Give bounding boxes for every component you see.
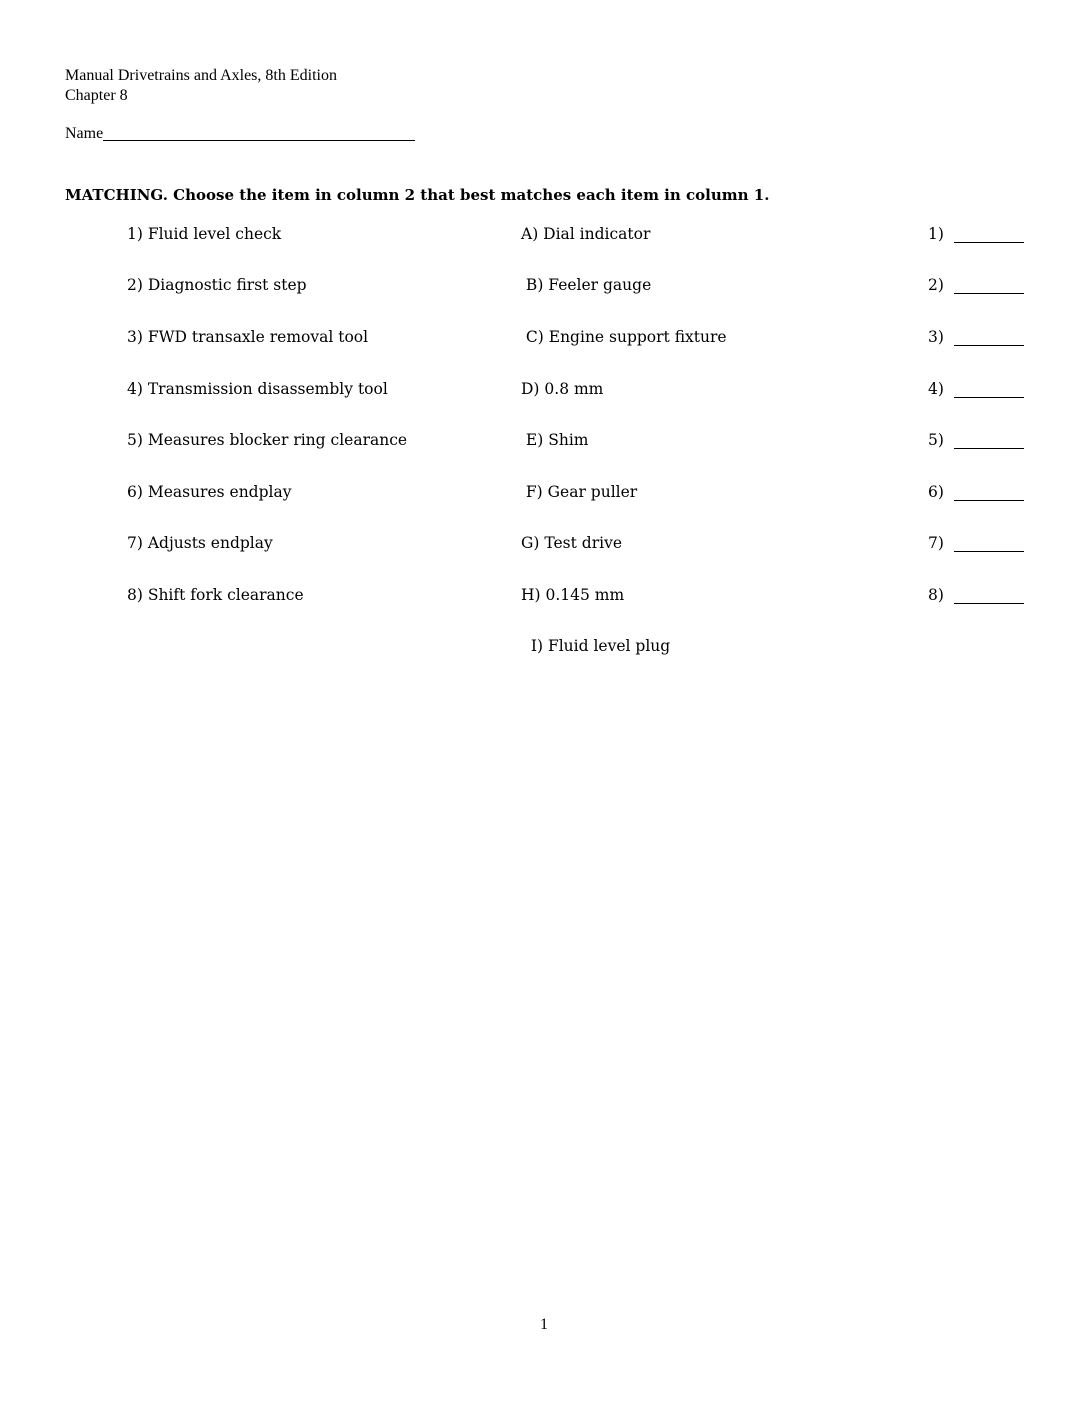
column2-item: A) Dial indicator [521, 225, 651, 243]
answer-blank[interactable] [954, 344, 1024, 346]
answer-blank[interactable] [954, 241, 1024, 243]
column2-item: C) Engine support fixture [521, 328, 727, 346]
column1-item: 4) Transmission disassembly tool [127, 380, 388, 398]
answer-row [928, 379, 1024, 399]
answer-number: 4) [928, 380, 944, 398]
column1-item: 5) Measures blocker ring clearance [127, 431, 408, 449]
answer-blank[interactable] [954, 550, 1024, 552]
answer-blank[interactable] [954, 447, 1024, 449]
page-number: 1 [540, 1316, 548, 1333]
answer-row [928, 533, 1024, 553]
answer-blank[interactable] [954, 499, 1024, 501]
answer-number: 8) [928, 586, 944, 604]
answer-row [928, 430, 1024, 450]
matching-instructions: MATCHING. Choose the item in column 2 that best matches each item in column 1. [65, 186, 770, 204]
answer-row [928, 327, 1024, 347]
column2-item: F) Gear puller [521, 483, 638, 501]
name-label: Name [65, 125, 104, 142]
column2-item: I) Fluid level plug [521, 637, 671, 655]
answer-number: 7) [928, 534, 944, 552]
answer-row [928, 482, 1024, 502]
column1-item: 8) Shift fork clearance [127, 586, 304, 604]
name-row [65, 124, 415, 144]
column2-item: G) Test drive [521, 534, 622, 552]
answer-number: 1) [928, 225, 944, 243]
column1-item: 7) Adjusts endplay [127, 534, 273, 552]
answer-number: 2) [928, 276, 944, 294]
answer-number: 6) [928, 483, 944, 501]
book-title: Manual Drivetrains and Axles, 8th Edition [65, 67, 337, 84]
column2-item: E) Shim [521, 431, 589, 449]
column1-item: 2) Diagnostic first step [127, 276, 307, 294]
column1-item: 1) Fluid level check [127, 225, 282, 243]
answer-blank[interactable] [954, 396, 1024, 398]
column2-item: B) Feeler gauge [521, 276, 652, 294]
answer-blank[interactable] [954, 602, 1024, 604]
answer-number: 5) [928, 431, 944, 449]
answer-row [928, 275, 1024, 295]
column2-item: D) 0.8 mm [521, 380, 604, 398]
column1-item: 3) FWD transaxle removal tool [127, 328, 369, 346]
answer-row [928, 224, 1024, 244]
answer-blank[interactable] [954, 292, 1024, 294]
name-blank-line[interactable] [103, 139, 415, 141]
chapter-label: Chapter 8 [65, 87, 128, 104]
answer-row [928, 585, 1024, 605]
column1-item: 6) Measures endplay [127, 483, 292, 501]
answer-number: 3) [928, 328, 944, 346]
column2-item: H) 0.145 mm [521, 586, 625, 604]
